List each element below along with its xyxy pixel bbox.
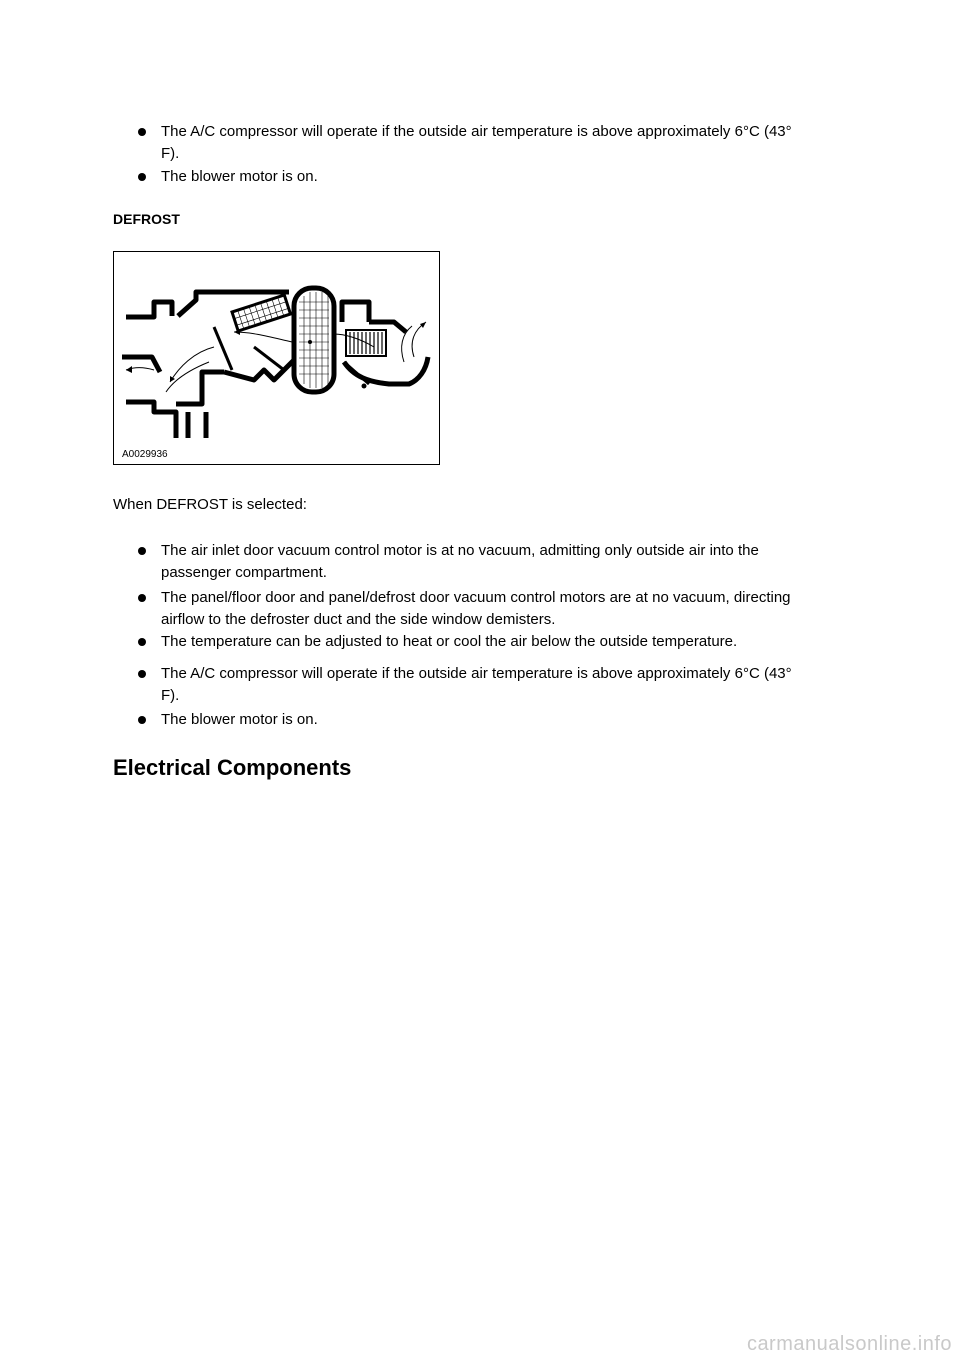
defrost-airflow-diagram xyxy=(113,251,440,465)
list-item xyxy=(138,587,858,631)
bullet-dot-icon xyxy=(138,638,146,646)
watermark: carmanualsonline.info xyxy=(746,1333,952,1355)
bullet-dot-icon xyxy=(138,670,146,678)
list-item xyxy=(138,631,858,653)
figure-id: A0029936 xyxy=(122,449,168,460)
list-item xyxy=(138,121,858,165)
bullet-dot-icon xyxy=(138,594,146,602)
list-item xyxy=(138,663,858,707)
section-heading: Electrical Components xyxy=(113,755,352,780)
section-label: DEFROST xyxy=(113,211,180,227)
list-item-text: The air inlet door vacuum control motor is at no vacuum, admitting only outside air into the xyxy=(161,542,759,559)
hvac-plenum-diagram xyxy=(114,252,439,464)
intro-text: When DEFROST is selected: xyxy=(113,496,307,513)
list-item xyxy=(138,166,858,188)
list-item-text: The blower motor is on. xyxy=(161,168,318,185)
bullet-dot-icon xyxy=(138,716,146,724)
bullet-dot-icon xyxy=(138,547,146,555)
list-item-text: The panel/floor door and panel/defrost door vacuum control motors are at no vacuum, directing xyxy=(161,589,791,606)
list-item-text: The temperature can be adjusted to heat or cool the air below the outside temperature. xyxy=(161,633,738,650)
bullet-dot-icon xyxy=(138,128,146,136)
list-item-text: F). xyxy=(161,687,180,704)
list-item xyxy=(138,709,858,731)
list-item-text: The A/C compressor will operate if the outside air temperature is above approximately 6°C (43° xyxy=(161,665,792,682)
list-item-text: passenger compartment. xyxy=(161,564,327,581)
list-item-text: airflow to the defroster duct and the side window demisters. xyxy=(161,611,556,628)
bullet-dot-icon xyxy=(138,173,146,181)
list-item-text: The A/C compressor will operate if the outside air temperature is above approximately 6°C (43° xyxy=(161,123,792,140)
list-item-text: The blower motor is on. xyxy=(161,711,318,728)
list-item xyxy=(138,540,858,584)
list-item-text: F). xyxy=(161,145,180,162)
